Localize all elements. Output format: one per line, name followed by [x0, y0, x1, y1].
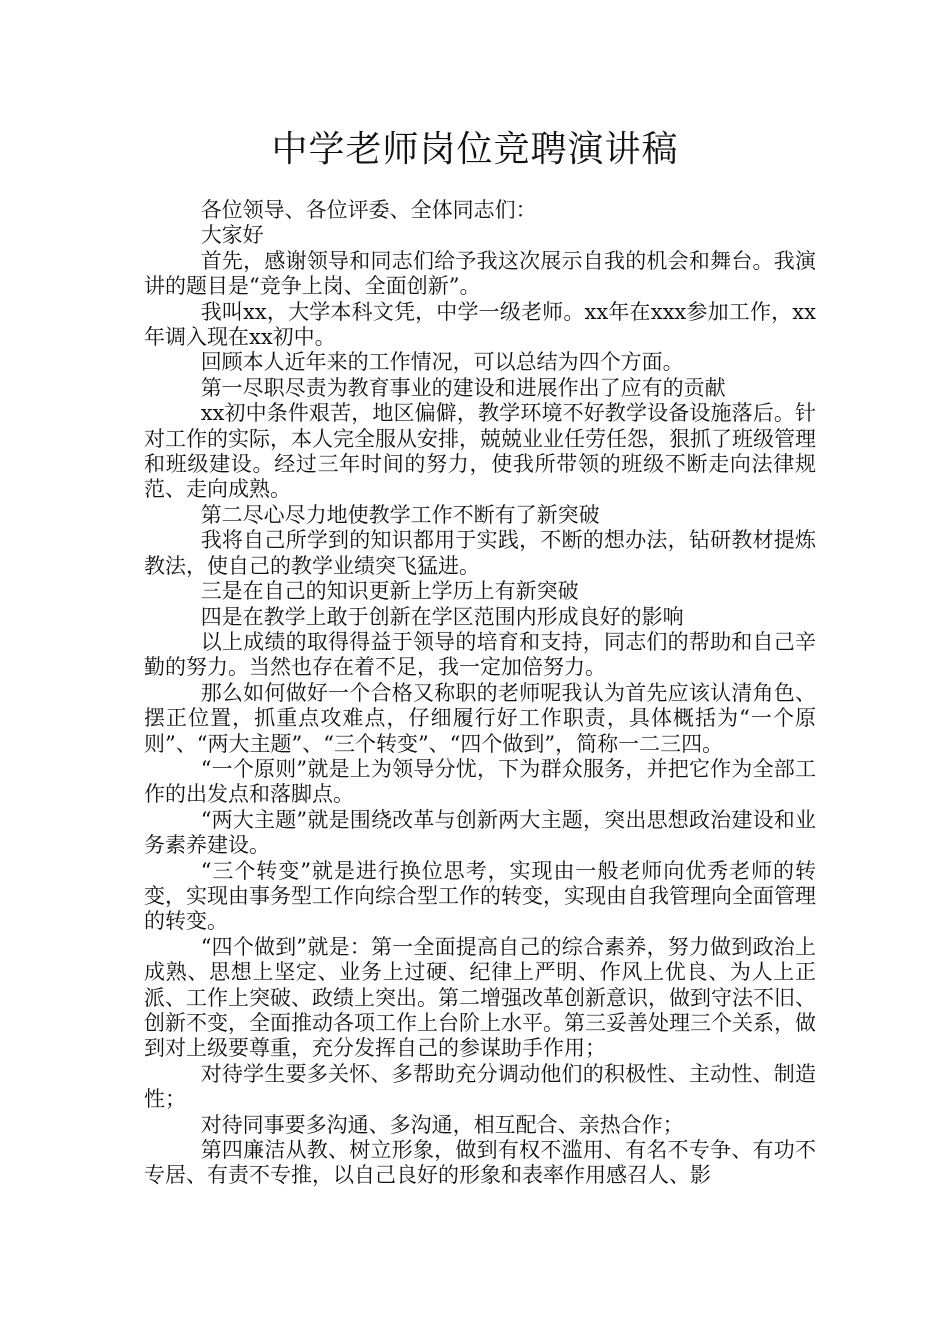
paragraph: “两大主题”就是围绕改革与创新两大主题，突出思想政治建设和业务素养建设。 [144, 807, 816, 858]
document-title: 中学老师岗位竞聘演讲稿 [271, 129, 679, 170]
paragraph: 第四廉洁从教、树立形象，做到有权不滥用、有名不专争、有功不专居、有责不专推，以自己良好的形象和表率作用感召人、影 [144, 1138, 816, 1188]
paragraph: 对待同事要多沟通、多沟通，相互配合、亲热合作； [200, 1112, 684, 1137]
paragraph: “四个做到”就是：第一全面提高自己的综合素养，努力做到政治上成熟、思想上坚定、业务上过硬、纪律上严明、作风上优良、为人上正派、工作上突破、政绩上突出。第二增强改革创新意识，做到守法不旧、创新不变，全面推动各项工作上台阶上水平。第三妥善处理三个关系，做到对上级要尊重，充分发挥自己的参谋助手作用； [144, 934, 816, 1061]
section-heading: 三是在自己的知识更新上学历上有新突破 [200, 579, 579, 604]
paragraph: 那么如何做好一个合格又称职的老师呢我认为首先应该认清角色、摆正位置，抓重点攻难点，仔细履行好工作职责，具体概括为“一个原则”、“两大主题”、“三个转变”、“四个做到”，简称一二三四。 [144, 680, 816, 756]
paragraph: “一个原则”就是上为领导分忧，下为群众服务，并把它作为全部工作的出发点和落脚点。 [144, 756, 816, 807]
paragraph: 我叫xx，大学本科文凭，中学一级老师。xx年在xxx参加工作，xx年调入现在xx初中。 [144, 299, 816, 350]
paragraph: 我将自己所学到的知识都用于实践，不断的想办法，钻研教材提炼教法，使自己的教学业绩突飞猛进。 [144, 528, 816, 578]
paragraph-hello: 大家好 [200, 223, 264, 248]
section-heading: 第二尽心尽力地使教学工作不断有了新突破 [200, 502, 600, 527]
paragraph: 首先，感谢领导和同志们给予我这次展示自我的机会和舞台。我演讲的题目是“竞争上岗、全面创新”。 [144, 248, 816, 299]
section-heading: 第一尽职尽责为教育事业的建设和进展作出了应有的贡献 [200, 375, 726, 400]
paragraph: 对待学生要多关怀、多帮助充分调动他们的积极性、主动性、制造性； [144, 1061, 816, 1112]
paragraph: 回顾本人近年来的工作情况，可以总结为四个方面。 [200, 350, 684, 375]
document-body [144, 198, 816, 1189]
section-heading: 四是在教学上敢于创新在学区范围内形成良好的影响 [200, 604, 684, 629]
paragraph-greeting: 各位领导、各位评委、全体同志们： [200, 198, 537, 222]
paragraph: “三个转变”就是进行换位思考，实现由一般老师向优秀老师的转变，实现由事务型工作向综合型工作的转变，实现由自我管理向全面管理的转变。 [144, 858, 816, 934]
paragraph: xx初中条件艰苦，地区偏僻，教学环境不好教学设备设施落后。针对工作的实际，本人完全服从安排，兢兢业业任劳任怨，狠抓了班级管理和班级建设。经过三年时间的努力，使我所带领的班级不断走向法律规范、走向成熟。 [144, 401, 816, 502]
paragraph: 以上成绩的取得得益于领导的培育和支持，同志们的帮助和自己辛勤的努力。当然也存在着不足，我一定加倍努力。 [144, 629, 816, 680]
